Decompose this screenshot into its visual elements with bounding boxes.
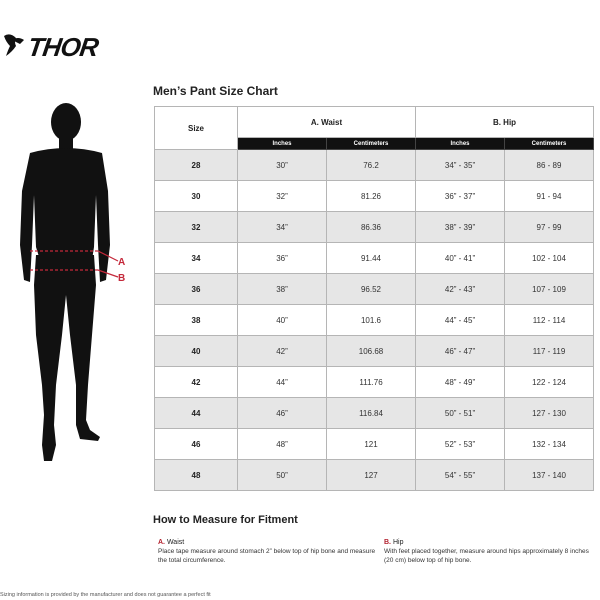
table-row (155, 212, 594, 243)
table-row (155, 181, 594, 212)
table-row (155, 460, 594, 491)
hip-cm-cell: 127 - 130 (505, 398, 594, 429)
hip-inches-cell: 36” - 37” (416, 181, 505, 212)
waist-label: Waist (166, 539, 185, 546)
waist-inches-cell: 32” (238, 181, 327, 212)
waist-cm-cell: 86.36 (327, 212, 416, 243)
table-row (155, 367, 594, 398)
size-cell: 48 (155, 460, 238, 491)
hip-inches-cell: 38” - 39” (416, 212, 505, 243)
waist-inches-cell: 46” (238, 398, 327, 429)
table-row (155, 150, 594, 181)
table-row (155, 274, 594, 305)
waist-inches-cell: 30” (238, 150, 327, 181)
size-cell: 28 (155, 150, 238, 181)
waist-letter: A. (158, 539, 165, 546)
hip-inches-cell: 42” - 43” (416, 274, 505, 305)
brand-logo (2, 30, 112, 64)
waist-inches-cell: 34” (238, 212, 327, 243)
marker-b-label: B (118, 273, 126, 284)
size-cell: 46 (155, 429, 238, 460)
chart-title: Men’s Pant Size Chart (153, 84, 278, 98)
table-row (155, 336, 594, 367)
size-table-body (155, 150, 594, 491)
hip-cm-cell: 102 - 104 (505, 243, 594, 274)
hip-instruction (384, 538, 589, 565)
table-row (155, 243, 594, 274)
size-cell: 44 (155, 398, 238, 429)
waist-cm-cell: 106.68 (327, 336, 416, 367)
size-cell: 38 (155, 305, 238, 336)
size-cell: 36 (155, 274, 238, 305)
waist-inches-cell: 48” (238, 429, 327, 460)
hip-inches-cell: 44” - 45” (416, 305, 505, 336)
hip-cm-cell: 97 - 99 (505, 212, 594, 243)
table-row (155, 305, 594, 336)
waist-cm-cell: 116.84 (327, 398, 416, 429)
waist-inches-cell: 42” (238, 336, 327, 367)
size-cell: 32 (155, 212, 238, 243)
hip-inches-cell: 48” - 49” (416, 367, 505, 398)
table-row (155, 398, 594, 429)
waist-cm-cell: 76.2 (327, 150, 416, 181)
marker-a-label: A (118, 257, 126, 268)
waist-inches-cell: 36” (238, 243, 327, 274)
waist-inches-header: Inches (238, 138, 327, 150)
size-cell: 34 (155, 243, 238, 274)
hip-inches-header: Inches (416, 138, 505, 150)
size-cell: 40 (155, 336, 238, 367)
waist-group-header: A. Waist (238, 107, 416, 138)
waist-inches-cell: 50” (238, 460, 327, 491)
hip-group-header: B. Hip (416, 107, 594, 138)
hip-cm-cell: 122 - 124 (505, 367, 594, 398)
size-chart-table (154, 106, 594, 491)
waist-inches-cell: 38” (238, 274, 327, 305)
footer-disclaimer: Sizing information is provided by the manufacturer and does not guarantee a perfect fit (0, 592, 211, 598)
waist-cm-cell: 111.76 (327, 367, 416, 398)
waist-cm-cell: 121 (327, 429, 416, 460)
waist-cm-cell: 96.52 (327, 274, 416, 305)
hip-cm-cell: 137 - 140 (505, 460, 594, 491)
hip-inches-cell: 40” - 41” (416, 243, 505, 274)
hip-cm-cell: 117 - 119 (505, 336, 594, 367)
body-silhouette-figure (0, 95, 150, 475)
waist-cm-header: Centimeters (327, 138, 416, 150)
waist-instruction (158, 538, 378, 565)
waist-instruction-text: Place tape measure around stomach 2” below top of hip bone and measure the total circumference. (158, 548, 376, 564)
how-to-measure-title: How to Measure for Fitment (153, 514, 298, 526)
size-cell: 30 (155, 181, 238, 212)
waist-cm-cell: 101.6 (327, 305, 416, 336)
hip-instruction-text: With feet placed together, measure around hips approximately 8 inches (20 cm) below top of hip bone. (384, 548, 589, 564)
hip-inches-cell: 54” - 55” (416, 460, 505, 491)
hip-inches-cell: 34” - 35” (416, 150, 505, 181)
size-cell: 42 (155, 367, 238, 398)
brand-name: THOR (25, 32, 100, 62)
hip-letter: B. (384, 539, 391, 546)
waist-cm-cell: 81.26 (327, 181, 416, 212)
hip-cm-cell: 132 - 134 (505, 429, 594, 460)
hip-cm-cell: 107 - 109 (505, 274, 594, 305)
hip-cm-header: Centimeters (505, 138, 594, 150)
waist-cm-cell: 91.44 (327, 243, 416, 274)
waist-inches-cell: 40” (238, 305, 327, 336)
hip-inches-cell: 50” - 51” (416, 398, 505, 429)
hip-inches-cell: 52” - 53” (416, 429, 505, 460)
hip-cm-cell: 112 - 114 (505, 305, 594, 336)
waist-inches-cell: 44” (238, 367, 327, 398)
waist-cm-cell: 127 (327, 460, 416, 491)
hip-label: Hip (392, 539, 404, 546)
hip-cm-cell: 86 - 89 (505, 150, 594, 181)
hip-inches-cell: 46” - 47” (416, 336, 505, 367)
table-row (155, 429, 594, 460)
size-column-header: Size (155, 107, 238, 150)
hip-cm-cell: 91 - 94 (505, 181, 594, 212)
